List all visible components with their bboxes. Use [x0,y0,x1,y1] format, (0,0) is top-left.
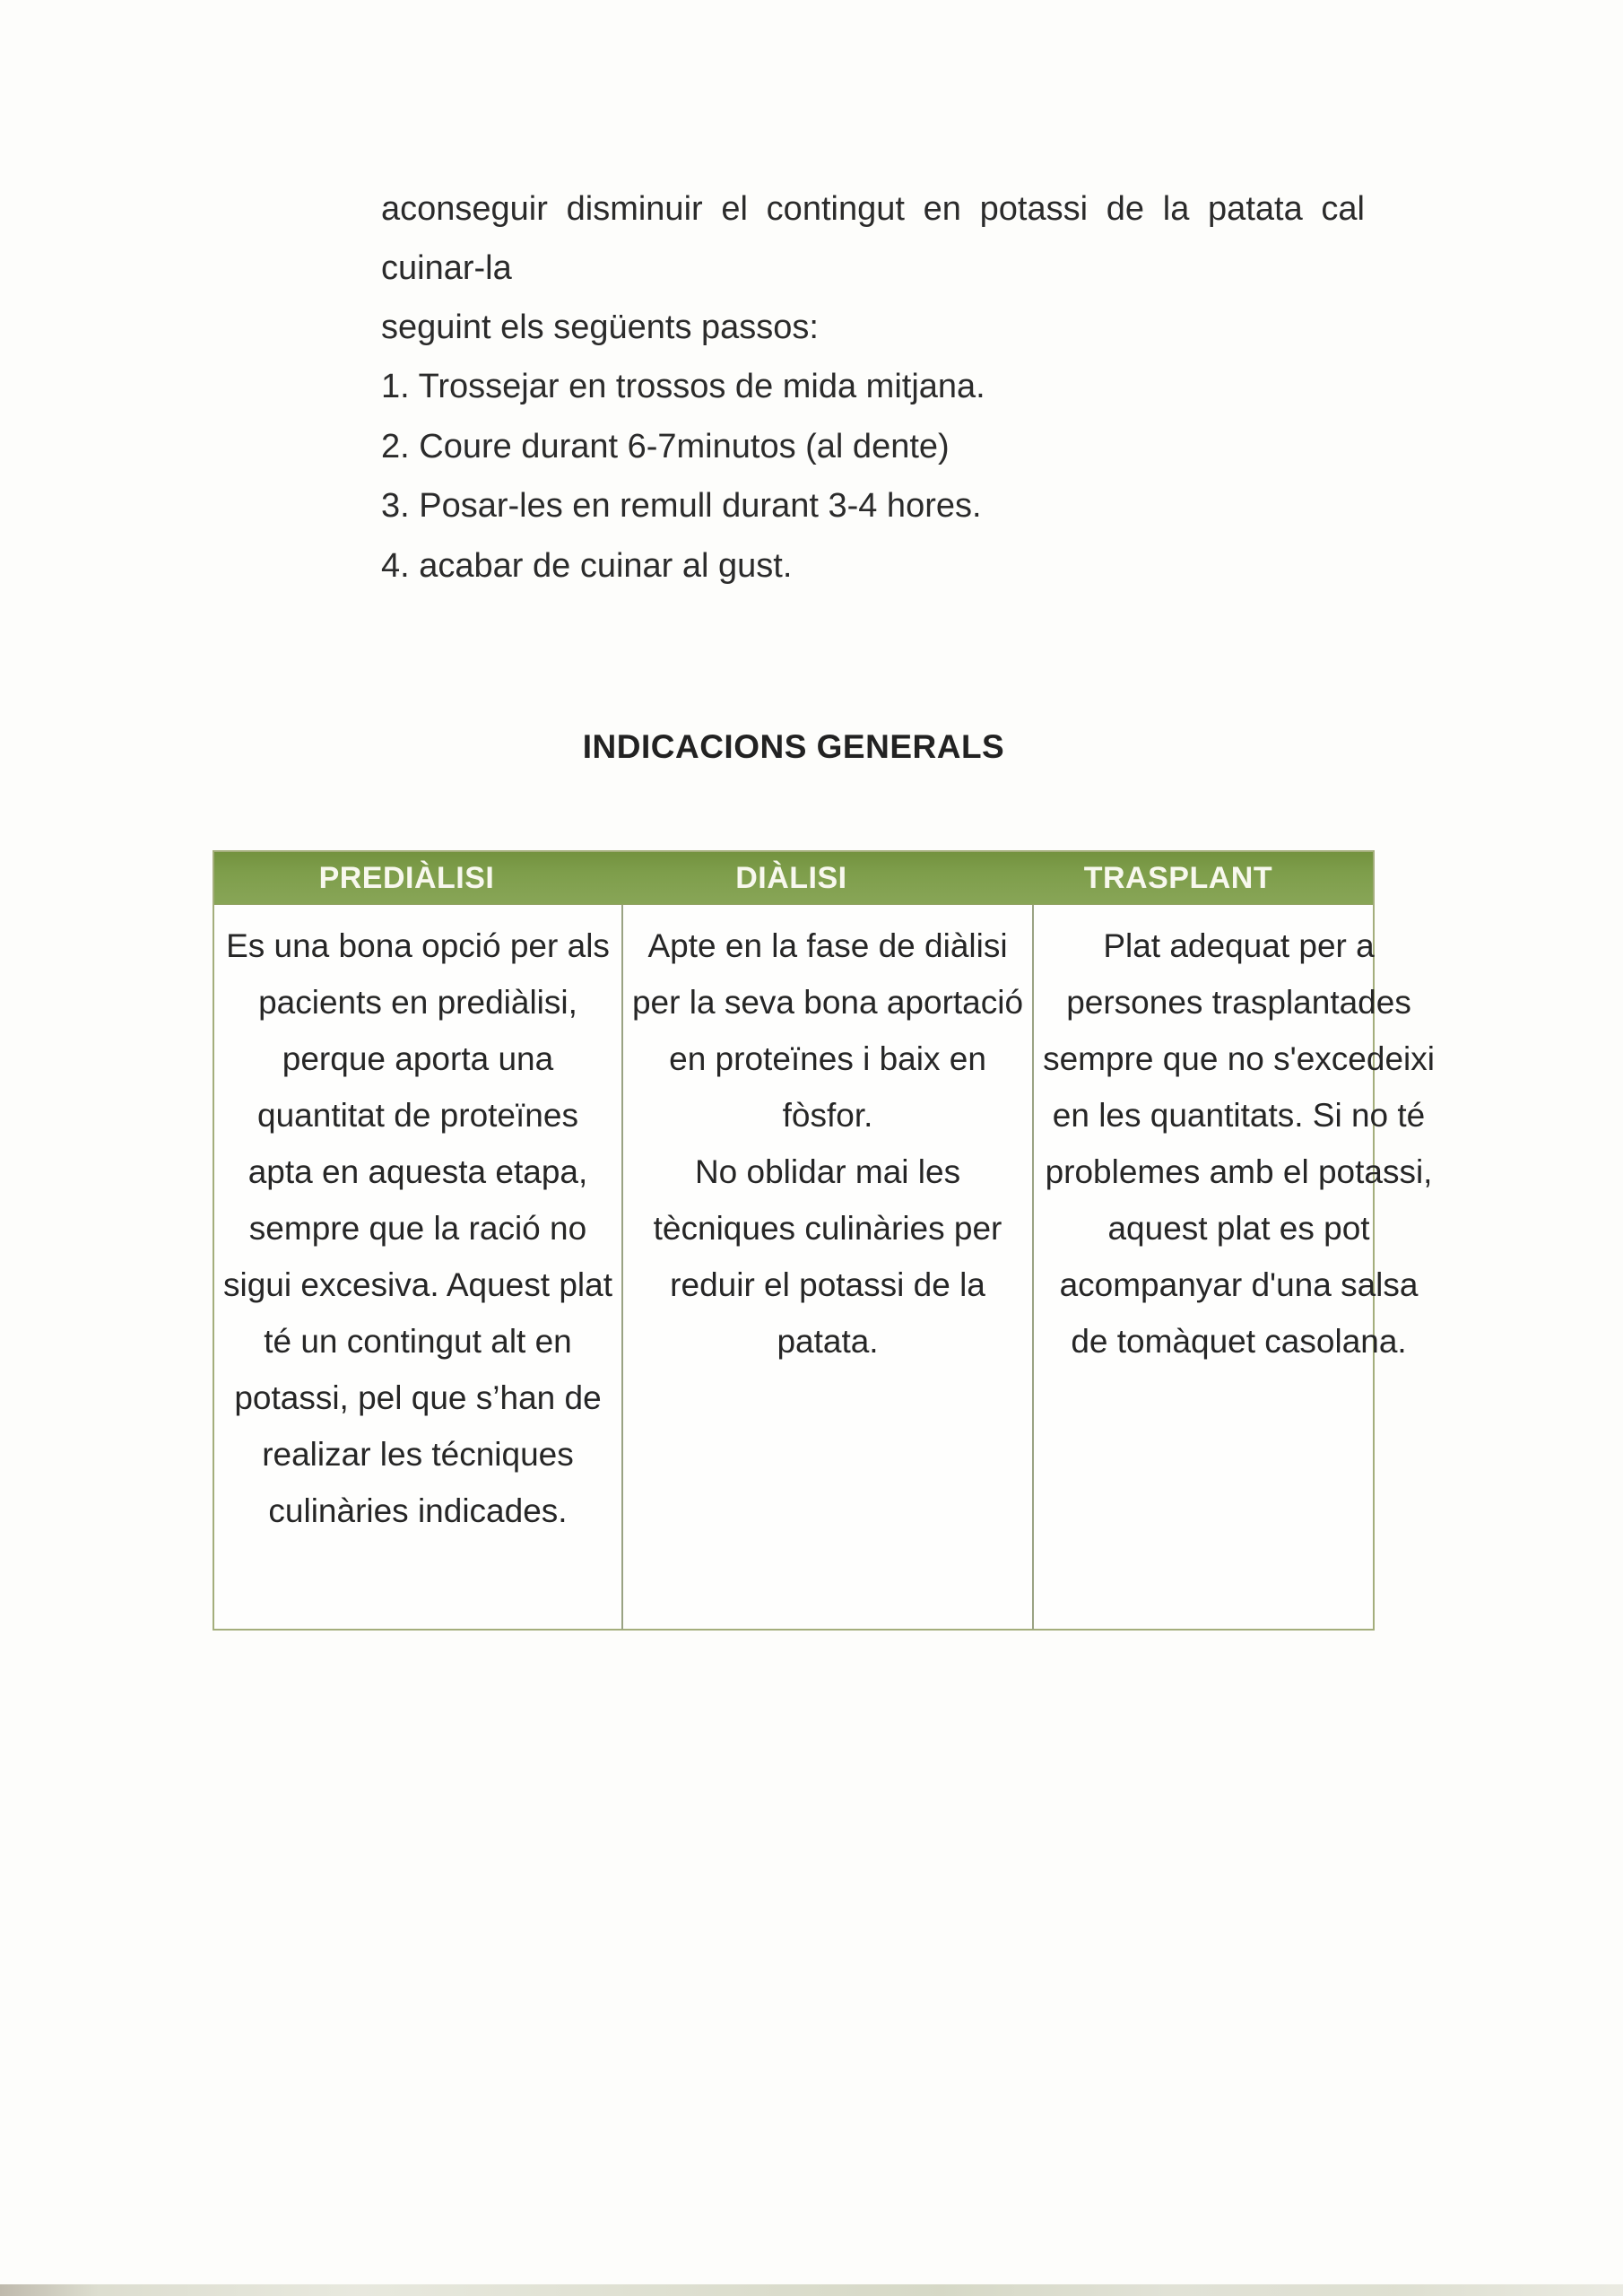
text-line: reduir el potassi de la [670,1266,985,1303]
text-line: de tomàquet casolana. [1071,1323,1407,1360]
intro-paragraph [381,179,1365,357]
step-item-1: 1. Trossejar en trossos de mida mitjana. [381,368,985,405]
text-line: Es una bona opció per als [226,927,610,964]
text-line: culinàries indicades. [268,1492,568,1529]
text-line: perque aporta una [282,1040,554,1077]
text-line: potassi, pel que s’han de [234,1379,602,1416]
text-line: sigui excesiva. Aquest plat [223,1266,612,1303]
text-line: en proteïnes i baix en [669,1040,986,1077]
table-header-dialisi: DIÀLISI [735,860,847,895]
scan-edge-strip [0,2284,1623,2296]
table-cell-trasplant [1032,905,1444,1630]
text-line: té un contingut alt en [264,1323,572,1360]
text-line: problemes amb el potassi, [1045,1153,1433,1190]
text-line: tècniques culinàries per [653,1210,1002,1247]
text-line: acompanyar d'una salsa [1059,1266,1419,1303]
text-line: Plat adequat per a [1103,927,1375,964]
text-line: patata. [777,1323,879,1360]
text-line: fòsfor. [782,1097,873,1134]
text-line: per la seva bona aportació [631,984,1024,1021]
text-line: pacients en prediàlisi, [258,984,577,1021]
table-cell-dialisi [621,905,1032,1630]
table-header-trasplant: TRASPLANT [1083,860,1273,895]
step-item-3: 3. Posar-les en remull durant 3-4 hores. [381,487,982,525]
text-line: No oblidar mai les [694,1153,961,1190]
text-line: apta en aquesta etapa, [247,1153,588,1190]
intro-line-1: aconseguir disminuir el contingut en potassi de la patata cal cuinar-la [381,190,1365,287]
table-body-row [214,905,1435,1630]
steps-list [381,357,1367,596]
intro-line-2: seguint els següents passos: [381,309,819,346]
indications-table [213,850,1435,1631]
table-cell-predialisi [214,905,621,1630]
step-item-2: 2. Coure durant 6-7minutos (al dente) [381,427,950,465]
step-item-4: 4. acabar de cuinar al gust. [381,546,793,585]
text-line: en les quantitats. Si no té [1052,1097,1426,1134]
text-line: sempre que no s'excedeixi [1043,1040,1435,1077]
text-line: aquest plat es pot [1107,1210,1370,1247]
text-line: Apte en la fase de diàlisi [647,927,1008,964]
table-header-row [214,852,1373,905]
text-line: realizar les técniques [262,1436,574,1473]
table-header-predialisi: PREDIÀLISI [318,860,495,895]
section-heading: INDICACIONS GENERALS [582,728,1005,765]
text-line: quantitat de proteïnes [257,1097,578,1134]
text-line: persones trasplantades [1066,984,1411,1021]
text-line: sempre que la ració no [248,1210,587,1247]
